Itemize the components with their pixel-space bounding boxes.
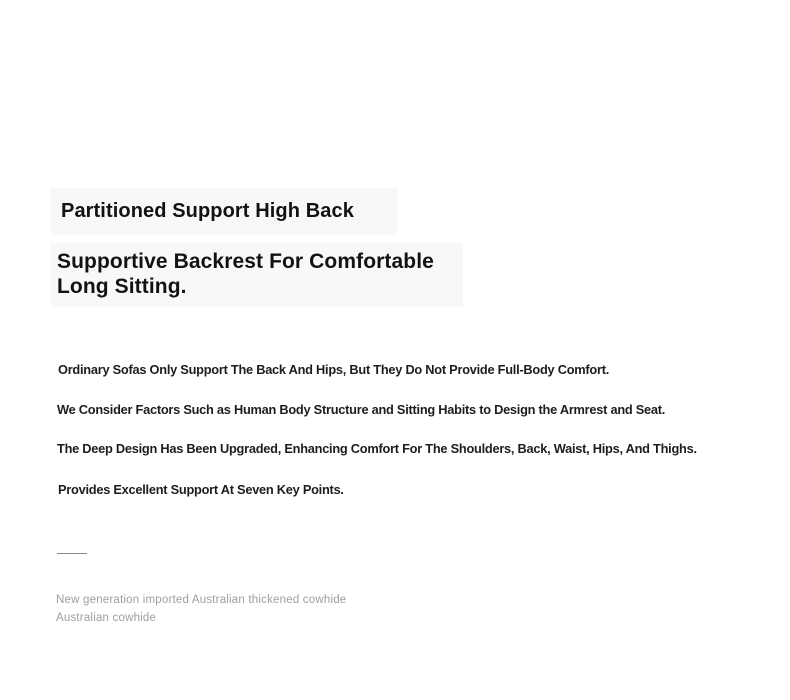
subtitle-highlight — [50, 243, 463, 307]
headline-highlight — [50, 188, 398, 235]
subtitle-line-1: Supportive Backrest For Comfortable — [57, 250, 434, 273]
subtitle-line-2: Long Sitting. — [57, 275, 187, 298]
body-paragraph-3: The Deep Design Has Been Upgraded, Enhancing Comfort For The Shoulders, Back, Waist, Hips, And Thighs. — [57, 441, 697, 456]
body-paragraph-4: Provides Excellent Support At Seven Key Points. — [58, 482, 344, 497]
material-note-1: New generation imported Australian thickened cowhide — [56, 594, 347, 606]
body-paragraph-1: Ordinary Sofas Only Support The Back And Hips, But They Do Not Provide Full-Body Comfort. — [58, 362, 610, 377]
material-note-2: Australian cowhide — [56, 612, 157, 624]
material-notes — [56, 591, 346, 627]
body-paragraph-2: We Consider Factors Such as Human Body Structure and Sitting Habits to Design the Armrest and Seat. — [57, 402, 666, 417]
section-divider — [57, 553, 87, 554]
page-title: Partitioned Support High Back — [61, 200, 354, 222]
